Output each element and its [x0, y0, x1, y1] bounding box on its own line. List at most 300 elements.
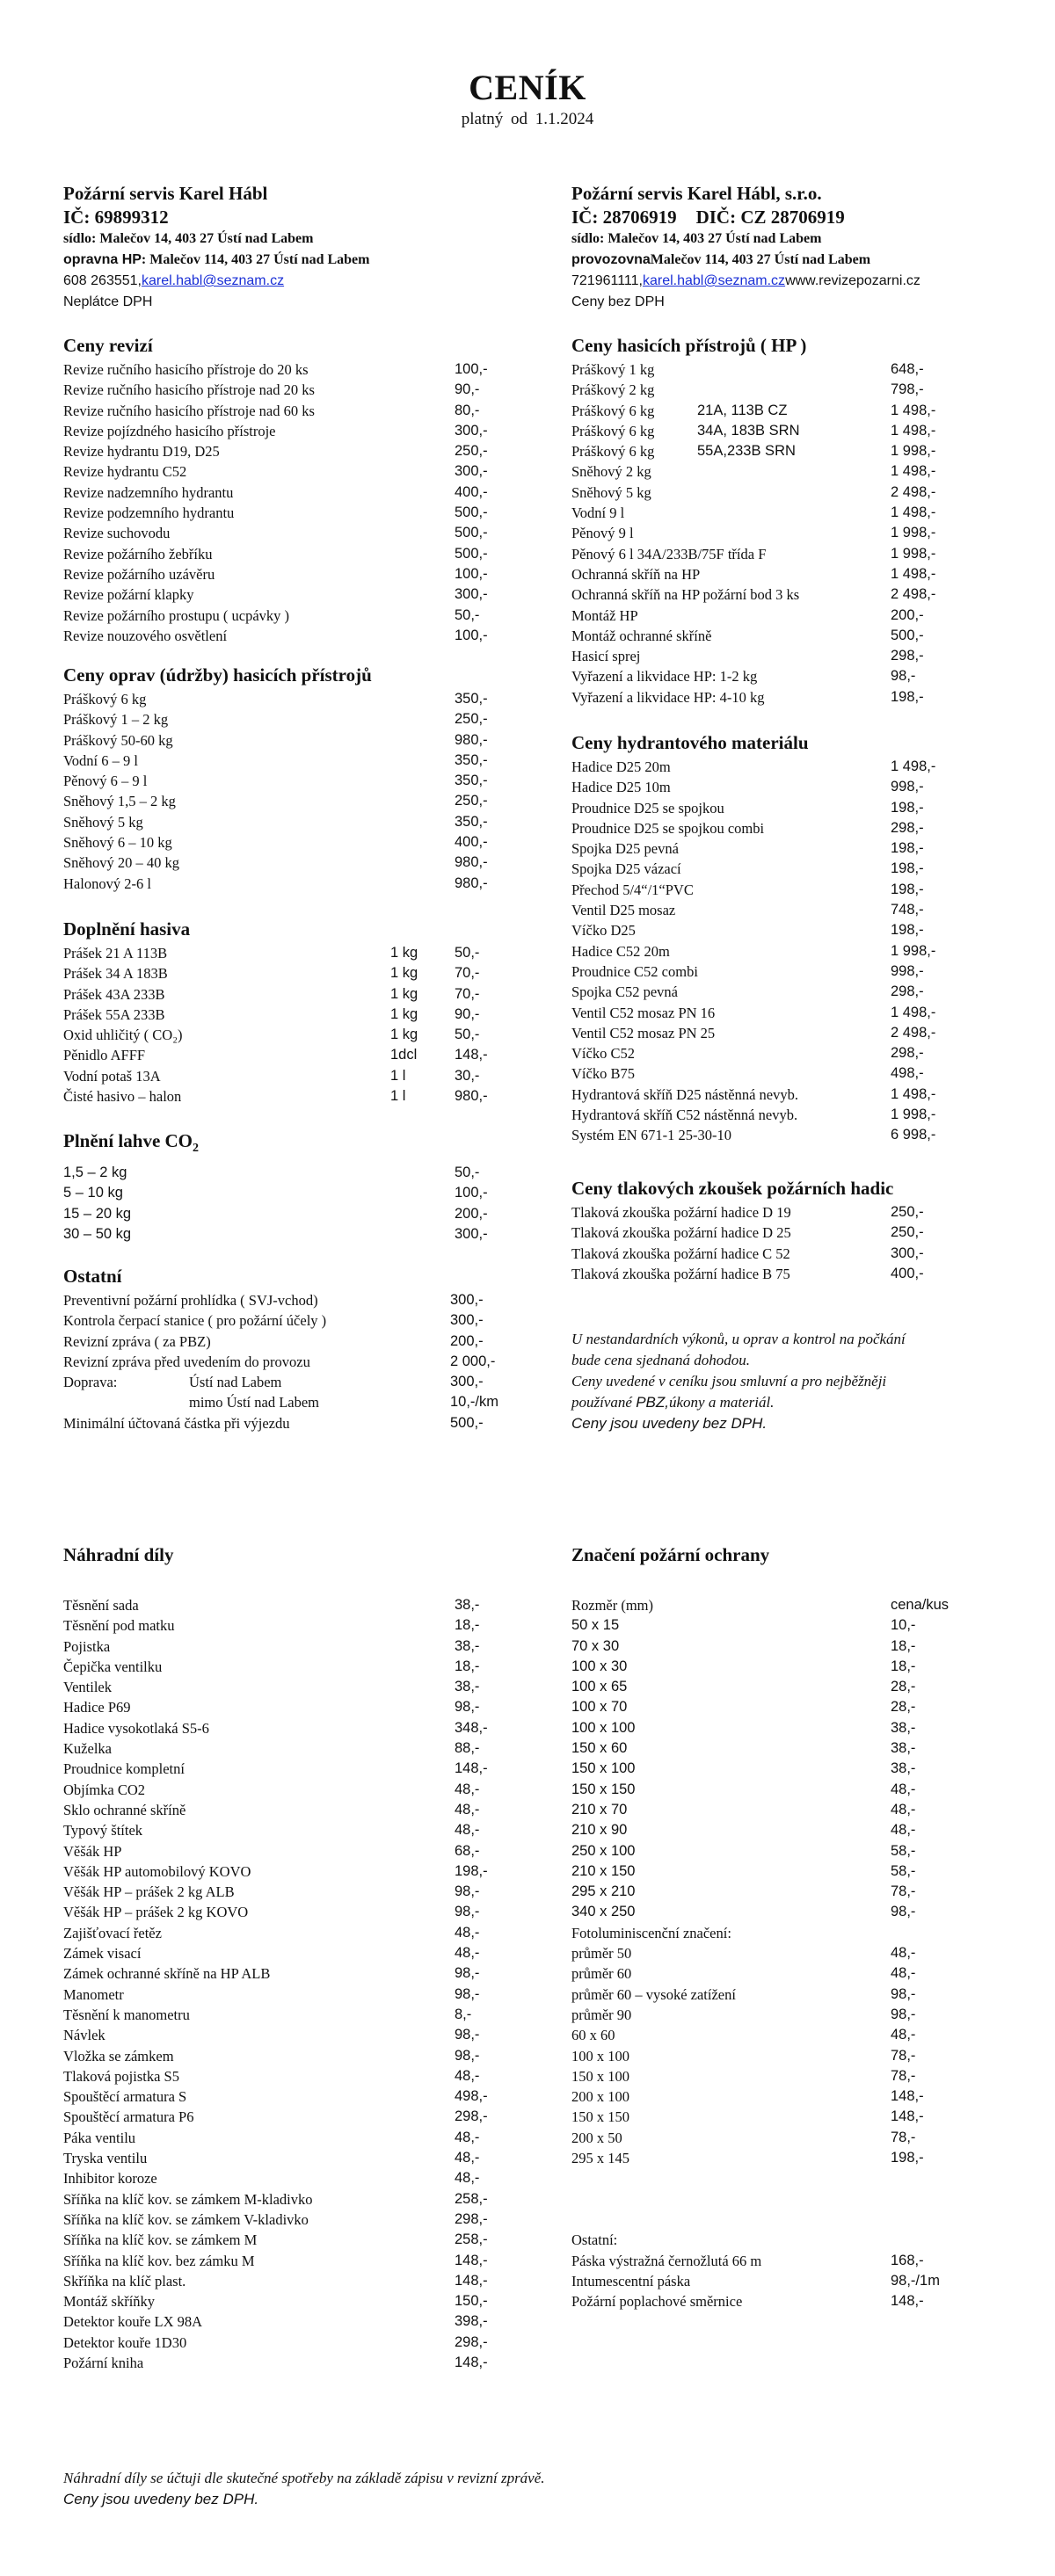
notes-top	[571, 1329, 1029, 1434]
item-label: Sříňka na klíč kov. bez zámku M	[63, 2252, 255, 2269]
list-item	[571, 2107, 1029, 2127]
item-price: 80,-	[455, 402, 480, 418]
item-price: 98,-	[455, 2047, 480, 2064]
item-price: 298,-	[891, 648, 924, 664]
item-price: 48,-	[455, 1822, 480, 1839]
item-label: Hydrantová skříň D25 nástěnná nevyb.	[571, 1085, 798, 1103]
item-price: 298,-	[455, 2333, 488, 2350]
note-text: PBZ,	[636, 1394, 669, 1411]
list-item	[571, 1264, 1029, 1284]
list-item	[63, 1372, 556, 1392]
item-label: Revize pojízdného hasicího přístroje	[63, 422, 276, 439]
item-label: Revize podzemního hydrantu	[63, 504, 235, 522]
item-label: Ventil C52 mosaz PN 16	[571, 1004, 716, 1021]
item-price: 90,-	[455, 381, 480, 398]
item-price: 78,-	[891, 2047, 916, 2064]
validity-date: platný od 1.1.2024	[461, 110, 594, 128]
item-price: 980,-	[455, 854, 488, 871]
item-price: 30,-	[455, 1067, 480, 1084]
item-label: 210 x 150	[571, 1862, 636, 1879]
item-label: Intumescentní páska	[571, 2272, 691, 2289]
note-line: Ceny jsou uvedeny bez DPH.	[571, 1415, 768, 1432]
table-header	[571, 1595, 1029, 1615]
item-price: 10,-	[891, 1617, 916, 1634]
company-workshop	[571, 250, 1029, 271]
item-price: 500,-	[455, 545, 488, 562]
item-price: 48,-	[455, 2129, 480, 2145]
item-price: 148,-	[891, 2108, 924, 2125]
item-label: Vyřazení a likvidace HP: 1-2 kg	[571, 668, 758, 686]
item-label: Minimální účtovaná částka při výjezdu	[63, 1414, 290, 1432]
list-item	[63, 2271, 520, 2291]
item-price: 1 498,-	[891, 1004, 936, 1020]
item-price: 6 998,-	[891, 1127, 936, 1143]
item-price: 980,-	[455, 731, 488, 748]
list-item	[571, 1244, 1029, 1264]
list-item	[571, 1780, 1029, 1800]
item-label: Revize požárního uzávěru	[63, 565, 215, 583]
list-item	[571, 1800, 1029, 1820]
list-item	[571, 859, 1029, 879]
item-price: 48,-	[455, 2067, 480, 2084]
list-item	[63, 1657, 520, 1677]
item-price: 148,-	[891, 2293, 924, 2310]
item-price: 998,-	[891, 779, 924, 795]
item-label: Hasicí sprej	[571, 648, 641, 665]
section-pressure-tests	[571, 1175, 1029, 1284]
item-price: 200,-	[455, 1205, 488, 1222]
item-price: 498,-	[891, 1065, 924, 1082]
list-item	[571, 798, 1029, 818]
list-item	[63, 709, 520, 729]
company-contact	[63, 271, 520, 292]
section-title: Ceny tlakových zkoušek požárních hadic	[571, 1178, 894, 1199]
item-price: 98,-/1m	[891, 2272, 940, 2289]
subsection-title-text: Ostatní:	[571, 2231, 618, 2249]
list-item	[63, 1392, 556, 1412]
item-price: 250,-	[455, 443, 488, 460]
email-link[interactable]: karel.habl@seznam.cz	[141, 273, 285, 288]
item-price: 2 498,-	[891, 1024, 936, 1041]
list-item	[63, 751, 520, 771]
list-item	[63, 1066, 520, 1086]
item-label: Spojka C52 pevná	[571, 983, 678, 1001]
item-price: 398,-	[455, 2313, 488, 2330]
item-label: 50 x 15	[571, 1617, 620, 1634]
section-title: Ostatní	[63, 1266, 122, 1287]
item-label: 5 – 10 kg	[63, 1185, 123, 1201]
item-price: 298,-	[891, 1045, 924, 1062]
item-price: 400,-	[891, 1265, 924, 1281]
item-label: Víčko C52	[571, 1045, 635, 1063]
item-price: 98,-	[455, 1985, 480, 2002]
list-item	[571, 1023, 1029, 1043]
item-label: Objímka CO2	[63, 1781, 146, 1798]
list-item	[63, 943, 520, 963]
item-price: 198,-	[891, 881, 924, 897]
item-label: 250 x 100	[571, 1842, 636, 1859]
list-item	[63, 461, 520, 482]
item-price: 198,-	[891, 2150, 924, 2166]
list-item	[63, 1780, 520, 1800]
item-label: Pěnový 6 l 34A/233B/75F třída F	[571, 545, 767, 562]
list-item	[63, 1841, 520, 1861]
item-label: Sříňka na klíč kov. se zámkem M	[63, 2231, 258, 2249]
list-item	[571, 1963, 1029, 1984]
item-label: Prášek 21 A 113B	[63, 945, 168, 961]
item-label: Ochranná skříň na HP	[571, 565, 701, 583]
item-price: 50,-	[455, 1165, 480, 1181]
item-label: Víčko D25	[571, 922, 636, 940]
item-price: 18,-	[891, 1637, 916, 1654]
list-item	[571, 461, 1029, 482]
item-price: 38,-	[891, 1719, 916, 1736]
list-item	[63, 606, 520, 626]
section-title: Ceny revizí	[63, 335, 153, 356]
item-price: 48,-	[891, 1822, 916, 1839]
item-label: Požární kniha	[63, 2354, 144, 2371]
item-label: Sněhový 5 kg	[63, 813, 143, 831]
list-item	[571, 1615, 1029, 1636]
item-label: Tlaková zkouška požární hadice B 75	[571, 1265, 790, 1282]
item-price: 98,-	[455, 1965, 480, 1982]
list-item	[63, 2291, 520, 2311]
item-unit: 1 kg	[390, 1027, 418, 1043]
item-price: 500,-	[455, 504, 488, 521]
item-price: 58,-	[891, 1862, 916, 1879]
item-label: Ventil D25 mosaz	[571, 902, 676, 919]
item-label: Oxid uhličitý ( CO₂)	[63, 1027, 183, 1044]
note-line: Ceny jsou uvedeny bez DPH.	[63, 2491, 259, 2507]
price-list	[571, 757, 1029, 1146]
section-extinguishers	[571, 332, 1029, 707]
item-price: 10,-/km	[450, 1394, 499, 1411]
item-label: Ochranná skříň na HP požární bod 3 ks	[571, 586, 800, 604]
company-ids	[571, 206, 1029, 229]
list-item	[63, 380, 520, 400]
item-price: 1 498,-	[891, 1085, 936, 1102]
item-label: Spouštěcí armatura P6	[63, 2108, 194, 2126]
item-label: Tlaková zkouška požární hadice C 52	[571, 1244, 790, 1262]
item-label: Revize požárního prostupu ( ucpávky )	[63, 606, 290, 624]
item-price: 1 998,-	[891, 1107, 936, 1123]
item-label: Skříňka na klíč plast.	[63, 2272, 186, 2289]
item-price: 98,-	[891, 2006, 916, 2022]
section-title: Doplnění hasiva	[63, 918, 191, 940]
item-price: 100,-	[455, 361, 488, 377]
list-item	[571, 880, 1029, 900]
workshop-address: : Malečov 114, 403 27 Ústí nad Labem	[141, 252, 370, 267]
list-item	[63, 791, 520, 811]
item-label: průměr 60 – vysoké zatížení	[571, 1985, 736, 2003]
list-item	[63, 2005, 520, 2025]
company-ic: IČ: 28706919	[571, 207, 677, 228]
item-price: 168,-	[891, 2252, 924, 2268]
item-label: Sklo ochranné skříně	[63, 1801, 186, 1818]
item-price: 1 498,-	[891, 402, 936, 418]
item-price: 90,-	[455, 1005, 480, 1022]
item-label: průměr 90	[571, 2006, 632, 2023]
item-label: 210 x 90	[571, 1822, 628, 1839]
item-price: 148,-	[891, 2088, 924, 2105]
item-price: 98,-	[455, 1883, 480, 1900]
list-item	[63, 2148, 520, 2168]
item-price: 300,-	[450, 1374, 484, 1390]
list-item	[63, 544, 520, 564]
item-unit: 1dcl	[390, 1047, 418, 1063]
item-label: Hadice P69	[63, 1699, 131, 1716]
list-item	[571, 1738, 1029, 1759]
list-item	[63, 2025, 520, 2045]
list-item	[63, 1183, 520, 1203]
item-price: 258,-	[455, 2190, 488, 2207]
item-price: 250,-	[891, 1204, 924, 1220]
section-title: Ceny oprav (údržby) hasicích přístrojů	[63, 664, 372, 686]
list-item	[63, 1224, 520, 1244]
item-price: 18,-	[455, 1617, 480, 1634]
item-label: 150 x 150	[571, 2108, 629, 2126]
section-spare-parts	[63, 1542, 520, 2373]
list-item	[571, 2291, 1029, 2311]
item-label: Zámek visací	[63, 1945, 142, 1963]
item-price: 148,-	[455, 1760, 488, 1777]
item-price: 148,-	[455, 1047, 488, 1063]
item-label: Tlaková zkouška požární hadice D 25	[571, 1224, 791, 1242]
column-header-price: cena/kus	[891, 1597, 950, 1613]
list-item	[571, 2046, 1029, 2066]
item-price: 298,-	[455, 2108, 488, 2125]
document-title: CENÍK	[469, 68, 586, 107]
list-item	[63, 1005, 520, 1025]
item-label: Vložka se zámkem	[63, 2047, 174, 2064]
item-label: Inhibitor koroze	[63, 2170, 157, 2188]
item-price: 300,-	[455, 422, 488, 439]
item-label: 100 x 65	[571, 1679, 628, 1695]
vat-note: Ceny bez DPH	[571, 294, 665, 309]
price-list	[571, 1943, 1029, 2168]
list-item	[571, 2066, 1029, 2086]
item-label: 100 x 70	[571, 1699, 628, 1716]
item-label: Hydrantová skříň C52 nástěnná nevyb.	[571, 1107, 798, 1124]
item-label: 1,5 – 2 kg	[63, 1165, 127, 1181]
item-label: 200 x 50	[571, 2129, 622, 2146]
list-item	[63, 2353, 520, 2373]
list-item	[571, 1043, 1029, 1063]
list-item	[63, 1718, 520, 1738]
item-label: Revize nouzového osvětlení	[63, 627, 228, 644]
list-item	[571, 757, 1029, 777]
item-price: 48,-	[455, 1801, 480, 1818]
list-item	[571, 920, 1029, 940]
item-price: 98,-	[891, 1904, 916, 1920]
item-label: Proudnice C52 combi	[571, 962, 698, 980]
item-label: Revize ručního hasicího přístroje nad 60 ks	[63, 402, 315, 419]
item-price: 50,-	[455, 606, 480, 623]
list-item	[571, 961, 1029, 982]
list-item	[571, 1985, 1029, 2005]
list-item	[571, 380, 1029, 400]
list-item	[63, 2046, 520, 2066]
item-label: Věšák HP automobilový KOVO	[63, 1862, 251, 1880]
item-label: Práškový 6 kg	[63, 691, 147, 707]
item-label: Revizní zpráva před uvedením do provozu	[63, 1353, 310, 1370]
list-item	[63, 564, 520, 584]
list-item	[63, 1086, 520, 1107]
list-item	[63, 1045, 520, 1065]
list-item	[63, 2251, 520, 2271]
section-other	[63, 1263, 556, 1433]
item-price: 48,-	[891, 1945, 916, 1962]
item-price: 1 998,-	[891, 525, 936, 541]
list-item	[63, 2086, 520, 2107]
price-list	[63, 689, 520, 894]
item-price: 98,-	[455, 1699, 480, 1716]
company-seat: sídlo: Malečov 14, 403 27 Ústí nad Labem	[63, 231, 314, 246]
item-price: 300,-	[450, 1312, 484, 1329]
item-label: průměr 50	[571, 1945, 632, 1963]
section-revisions	[63, 332, 520, 646]
item-label: 150 x 100	[571, 2067, 629, 2085]
item-price: 2 498,-	[891, 586, 936, 603]
note-line: Ceny uvedené v ceníku jsou smluvní a pro nejběžněji	[571, 1373, 887, 1390]
list-item	[63, 1636, 520, 1657]
item-price: 48,-	[891, 2027, 916, 2043]
item-label: Manometr	[63, 1985, 124, 2003]
item-price: 98,-	[455, 1904, 480, 1920]
list-item	[63, 771, 520, 791]
item-price: 500,-	[891, 627, 924, 643]
item-price: 28,-	[891, 1699, 916, 1716]
note-line	[571, 1392, 1029, 1413]
item-label: Tlaková pojistka S5	[63, 2067, 179, 2085]
phone: 608 263551,	[63, 273, 142, 288]
list-item	[571, 1105, 1029, 1125]
subsection-title	[571, 2230, 1029, 2250]
item-label: Systém EN 671-1 25-30-10	[571, 1127, 731, 1144]
company-workshop	[63, 250, 520, 271]
item-label: Proudnice kompletní	[63, 1760, 185, 1778]
item-label: Revize suchovodu	[63, 525, 171, 542]
item-price: 998,-	[891, 962, 924, 979]
list-item	[63, 1943, 520, 1963]
item-label: Prášek 43A 233B	[63, 985, 165, 1003]
list-item	[63, 1738, 520, 1759]
item-price: 1 998,-	[891, 443, 936, 460]
list-item	[571, 666, 1029, 686]
item-price: 1 998,-	[891, 942, 936, 959]
company-ic: IČ: 69899312	[63, 207, 169, 228]
item-label: Čepička ventilku	[63, 1658, 163, 1675]
list-item	[63, 1882, 520, 1902]
item-label: Pojistka	[63, 1637, 111, 1655]
item-price: 58,-	[891, 1842, 916, 1859]
item-label: 295 x 210	[571, 1883, 636, 1900]
company-info-sro	[571, 181, 1029, 313]
note-line: U nestandardních výkonů, u oprav a kontrol na počkání	[571, 1331, 906, 1347]
item-price: 48,-	[891, 1965, 916, 1982]
item-label: Revize hydrantu D19, D25	[63, 443, 220, 461]
item-label: Spojka D25 vázací	[571, 860, 681, 878]
item-price: 300,-	[455, 1226, 488, 1243]
company-contact	[571, 271, 1029, 292]
price-list	[63, 1163, 520, 1244]
list-item	[63, 1677, 520, 1697]
item-price: 48,-	[455, 1781, 480, 1797]
item-price: 300,-	[891, 1244, 924, 1261]
item-label: Detektor kouře LX 98A	[63, 2313, 203, 2331]
section-title: Ceny hydrantového materiálu	[571, 732, 809, 753]
document-header	[0, 69, 1055, 130]
item-spec: 34A, 183B SRN	[697, 422, 800, 439]
item-label: Halonový 2-6 l	[63, 874, 151, 892]
price-list	[571, 2251, 1029, 2312]
list-item	[571, 1841, 1029, 1861]
item-label: Věšák HP	[63, 1842, 122, 1860]
item-price: 48,-	[455, 2150, 480, 2166]
item-label: Zámek ochranné skříně na HP ALB	[63, 1965, 271, 1983]
item-label: 100 x 30	[571, 1658, 628, 1674]
item-price: 350,-	[455, 751, 488, 768]
item-label: Sněhový 1,5 – 2 kg	[63, 793, 176, 810]
item-price: 198,-	[891, 799, 924, 816]
item-price: 980,-	[455, 874, 488, 891]
item-price: 350,-	[455, 813, 488, 830]
section-repairs	[63, 662, 520, 894]
email-link[interactable]: karel.habl@seznam.cz	[642, 273, 786, 288]
subscript: 2	[193, 1142, 200, 1156]
price-list	[63, 1290, 556, 1433]
item-price: 148,-	[455, 2354, 488, 2370]
item-sub: mimo Ústí nad Labem	[189, 1394, 320, 1411]
company-seat: sídlo: Malečov 14, 403 27 Ústí nad Labem	[571, 231, 822, 246]
list-item	[571, 2128, 1029, 2148]
note-line: bude cena sjednaná dohodou.	[571, 1352, 751, 1368]
price-list	[63, 359, 520, 646]
item-label: Sněhový 6 – 10 kg	[63, 834, 172, 852]
workshop-address: Malečov 114, 403 27 Ústí nad Labem	[650, 252, 871, 267]
item-price: 50,-	[455, 1027, 480, 1043]
list-item	[63, 584, 520, 605]
item-price: 48,-	[455, 1924, 480, 1941]
list-item	[571, 1943, 1029, 1963]
item-label: Hadice vysokotlaká S5-6	[63, 1719, 209, 1737]
item-price: 38,-	[891, 1760, 916, 1777]
item-label: Sněhový 2 kg	[571, 463, 651, 481]
list-item	[571, 401, 1029, 421]
item-price: 70,-	[455, 985, 480, 1002]
item-label: 100 x 100	[571, 2047, 629, 2064]
item-price: 1 498,-	[891, 463, 936, 480]
item-price: 198,-	[891, 840, 924, 857]
list-item	[63, 832, 520, 853]
item-price: 48,-	[455, 2170, 480, 2187]
item-price: 18,-	[455, 1658, 480, 1674]
list-item	[63, 2128, 520, 2148]
item-price: 78,-	[891, 2067, 916, 2084]
list-item	[571, 421, 1029, 441]
list-item	[63, 1595, 520, 1615]
list-item	[63, 1923, 520, 1943]
item-unit: 1 kg	[390, 965, 418, 982]
item-label: Typový štítek	[63, 1822, 143, 1839]
item-price: 48,-	[891, 1781, 916, 1797]
list-item	[571, 359, 1029, 380]
section-title: Náhradní díly	[63, 1544, 174, 1565]
section-fire-marking	[571, 1542, 1029, 2312]
list-item	[571, 838, 1029, 859]
item-price: 300,-	[450, 1292, 484, 1308]
item-price: 8,-	[455, 2006, 472, 2022]
